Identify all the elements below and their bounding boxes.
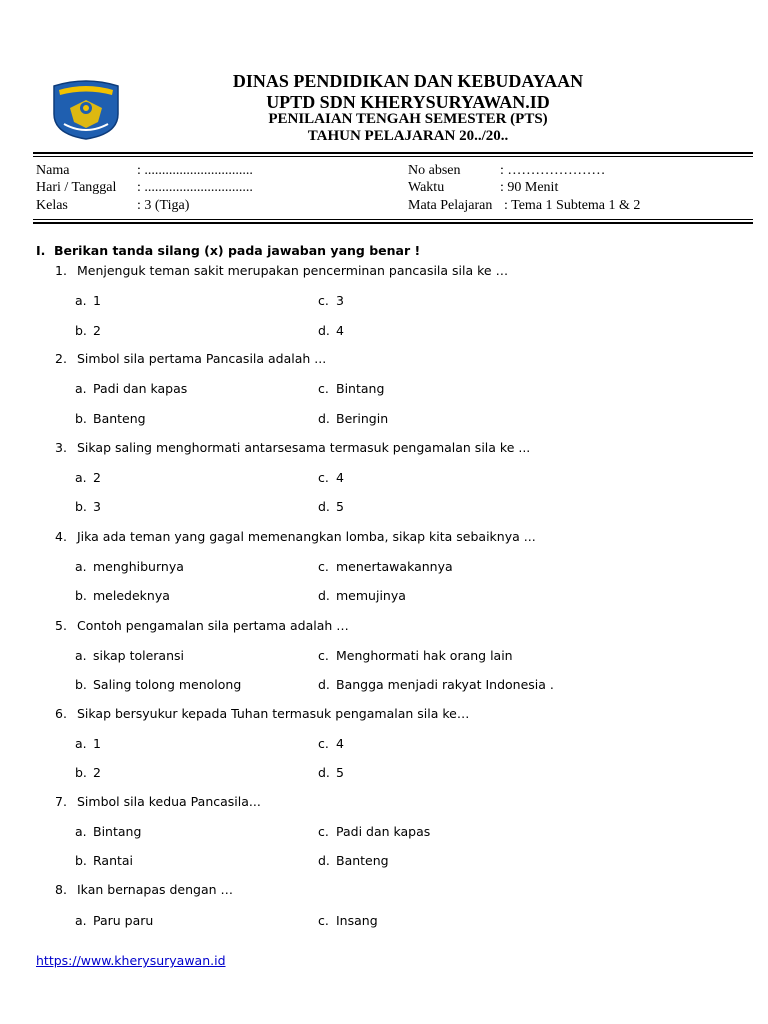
question-text: Sikap saling menghormati antarsesama termasuk pengamalan sila ke ... <box>77 440 531 455</box>
nama-field[interactable]: : ............................... <box>137 163 253 178</box>
header-exam-title: PENILAIAN TENGAH SEMESTER (PTS) <box>268 111 548 127</box>
option-letter: c. <box>318 736 329 751</box>
answer-option[interactable] <box>75 293 101 308</box>
question-item <box>55 618 349 633</box>
mata-pelajaran-value: : Tema 1 Subtema 1 & 2 <box>504 198 641 213</box>
website-link[interactable]: https://www.kherysuryawan.id <box>36 953 226 968</box>
option-letter: c. <box>318 293 329 308</box>
hari-tanggal-field[interactable]: : ............................... <box>137 180 253 195</box>
option-letter: c. <box>318 559 329 574</box>
option-letter: b. <box>75 411 87 426</box>
question-text: Ikan bernapas dengan … <box>77 882 234 897</box>
answer-option[interactable] <box>318 913 378 928</box>
answer-option[interactable] <box>318 588 406 603</box>
option-text: 4 <box>336 470 344 485</box>
answer-option[interactable] <box>318 648 513 663</box>
no-absen-field[interactable]: : ………………… <box>500 163 606 178</box>
option-letter: b. <box>75 677 87 692</box>
option-letter: a. <box>75 648 87 663</box>
option-text: 4 <box>336 736 344 751</box>
question-item <box>55 263 508 278</box>
option-text: 4 <box>336 323 344 338</box>
no-absen-label: No absen <box>408 163 461 178</box>
option-text: Rantai <box>93 853 134 868</box>
answer-option[interactable] <box>318 499 344 514</box>
answer-option[interactable] <box>318 381 384 396</box>
option-letter: d. <box>318 323 330 338</box>
mata-pelajaran-label: Mata Pelajaran <box>408 198 493 213</box>
section-heading <box>36 243 420 258</box>
answer-option[interactable] <box>318 293 344 308</box>
answer-option[interactable] <box>318 765 344 780</box>
answer-option[interactable] <box>75 648 184 663</box>
question-number: 3. <box>55 440 67 455</box>
answer-option[interactable] <box>75 588 170 603</box>
option-text: Paru paru <box>93 913 154 928</box>
answer-option[interactable] <box>75 913 153 928</box>
header-divider <box>33 152 753 154</box>
question-item <box>55 882 233 897</box>
option-text: meledeknya <box>93 588 170 603</box>
question-item <box>55 794 261 809</box>
answer-option[interactable] <box>75 677 241 692</box>
answer-option[interactable] <box>75 824 141 839</box>
option-letter: b. <box>75 323 87 338</box>
waktu-label: Waktu <box>408 180 445 195</box>
option-letter: a. <box>75 559 87 574</box>
option-text: 3 <box>336 293 344 308</box>
option-text: 5 <box>336 499 344 514</box>
question-text: Sikap bersyukur kepada Tuhan termasuk pengamalan sila ke… <box>77 706 470 721</box>
answer-option[interactable] <box>75 499 101 514</box>
info-divider <box>33 222 753 224</box>
option-letter: d. <box>318 411 330 426</box>
question-text: Menjenguk teman sakit merupakan pencerminan pancasila sila ke … <box>77 263 509 278</box>
question-number: 7. <box>55 794 67 809</box>
option-letter: a. <box>75 381 87 396</box>
option-text: sikap toleransi <box>93 648 184 663</box>
option-text: memujinya <box>336 588 406 603</box>
header-agency: DINAS PENDIDIKAN DAN KEBUDAYAAN <box>232 71 584 91</box>
section-number: I. <box>36 243 46 258</box>
option-text: Padi dan kapas <box>93 381 188 396</box>
tut-wuri-handayani-logo <box>46 78 126 140</box>
question-text: Jika ada teman yang gagal memenangkan lomba, sikap kita sebaiknya ... <box>77 529 536 544</box>
section-title: Berikan tanda silang (x) pada jawaban yang benar ! <box>54 243 421 258</box>
kelas-label: Kelas <box>36 198 68 213</box>
option-letter: a. <box>75 736 87 751</box>
answer-option[interactable] <box>318 736 344 751</box>
question-text: Simbol sila kedua Pancasila... <box>77 794 261 809</box>
option-text: 2 <box>93 765 101 780</box>
answer-option[interactable] <box>75 559 184 574</box>
nama-label: Nama <box>36 163 70 178</box>
option-letter: d. <box>318 677 330 692</box>
option-text: 1 <box>93 736 101 751</box>
answer-option[interactable] <box>75 853 133 868</box>
option-text: 1 <box>93 293 101 308</box>
option-letter: b. <box>75 499 87 514</box>
option-text: Bintang <box>336 381 385 396</box>
question-item <box>55 440 530 455</box>
option-letter: b. <box>75 853 87 868</box>
question-number: 5. <box>55 618 67 633</box>
option-letter: c. <box>318 824 329 839</box>
answer-option[interactable] <box>75 470 101 485</box>
answer-option[interactable] <box>318 853 389 868</box>
answer-option[interactable] <box>318 323 344 338</box>
option-text: menghiburnya <box>93 559 184 574</box>
option-letter: c. <box>318 648 329 663</box>
answer-option[interactable] <box>318 559 453 574</box>
option-letter: a. <box>75 470 87 485</box>
question-number: 6. <box>55 706 67 721</box>
option-text: menertawakannya <box>336 559 453 574</box>
option-text: Insang <box>336 913 378 928</box>
option-text: 3 <box>93 499 101 514</box>
option-letter: c. <box>318 913 329 928</box>
question-item <box>55 351 326 366</box>
question-text: Simbol sila pertama Pancasila adalah ... <box>77 351 327 366</box>
answer-option[interactable] <box>75 765 101 780</box>
option-text: Bintang <box>93 824 142 839</box>
option-letter: d. <box>318 853 330 868</box>
option-text: 5 <box>336 765 344 780</box>
answer-option[interactable] <box>318 411 388 426</box>
header-divider <box>33 156 753 157</box>
answer-option[interactable] <box>75 323 101 338</box>
header-school: UPTD SDN KHERYSURYAWAN.ID <box>266 92 550 112</box>
option-letter: d. <box>318 765 330 780</box>
answer-option[interactable] <box>318 677 554 692</box>
question-number: 2. <box>55 351 67 366</box>
option-letter: d. <box>318 588 330 603</box>
question-text: Contoh pengamalan sila pertama adalah … <box>77 618 349 633</box>
answer-option[interactable] <box>75 381 187 396</box>
option-text: Banteng <box>336 853 389 868</box>
option-letter: a. <box>75 824 87 839</box>
header-school-year: TAHUN PELAJARAN 20../20.. <box>307 128 509 144</box>
option-text: Saling tolong menolong <box>93 677 242 692</box>
question-number: 8. <box>55 882 67 897</box>
question-number: 4. <box>55 529 67 544</box>
answer-option[interactable] <box>75 411 146 426</box>
question-number: 1. <box>55 263 67 278</box>
option-letter: a. <box>75 293 87 308</box>
option-text: Menghormati hak orang lain <box>336 648 513 663</box>
option-letter: a. <box>75 913 87 928</box>
answer-option[interactable] <box>318 824 430 839</box>
option-text: Bangga menjadi rakyat Indonesia . <box>336 677 554 692</box>
answer-option[interactable] <box>318 470 344 485</box>
info-divider <box>33 219 753 220</box>
option-letter: c. <box>318 381 329 396</box>
kelas-value: : 3 (Tiga) <box>137 198 190 213</box>
question-item <box>55 706 469 721</box>
hari-tanggal-label: Hari / Tanggal <box>36 180 117 195</box>
answer-option[interactable] <box>75 736 101 751</box>
option-text: Padi dan kapas <box>336 824 431 839</box>
option-letter: b. <box>75 765 87 780</box>
option-letter: b. <box>75 588 87 603</box>
option-text: 2 <box>93 470 101 485</box>
question-item <box>55 529 536 544</box>
option-text: 2 <box>93 323 101 338</box>
option-text: Banteng <box>93 411 146 426</box>
option-letter: d. <box>318 499 330 514</box>
waktu-value: : 90 Menit <box>500 180 559 195</box>
option-text: Beringin <box>336 411 389 426</box>
option-letter: c. <box>318 470 329 485</box>
